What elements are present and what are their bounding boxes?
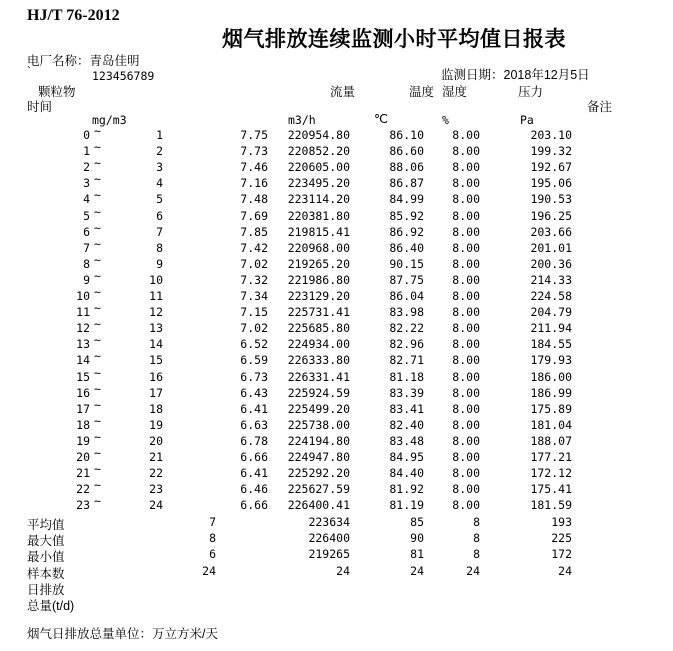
temp-value: 86.60	[389, 144, 424, 159]
humidity-value: 8.00	[452, 337, 480, 352]
time-end-value: 7	[156, 224, 163, 239]
pressure-value: 211.94	[530, 321, 572, 336]
summary-humidity-value: 24	[466, 563, 480, 578]
pollutant-value: 6.52	[240, 337, 268, 352]
time-start-value: 11	[76, 305, 90, 320]
temp-value: 83.48	[389, 433, 424, 448]
summary-temp-value: 24	[410, 563, 424, 578]
tilde-mark: ~	[94, 317, 101, 332]
monitor-date-line	[441, 65, 590, 83]
pressure-value: 224.58	[530, 289, 572, 303]
pressure-value: 196.25	[530, 208, 572, 223]
tilde-mark: ~	[94, 188, 101, 203]
time-end-value: 24	[149, 498, 163, 513]
humidity-value: 8.00	[452, 208, 480, 223]
time-start-value: 16	[76, 385, 90, 400]
pollutant-value: 7.69	[240, 208, 268, 223]
time-start-value: 6	[83, 224, 90, 239]
time-start-value: 2	[83, 160, 90, 175]
humidity-value: 8.00	[452, 128, 480, 142]
time-start-value: 22	[76, 482, 90, 497]
pollutant-value: 7.34	[240, 289, 268, 303]
time-start-value: 3	[83, 176, 90, 191]
flow-value: 220381.80	[287, 208, 350, 223]
humidity-value: 8.00	[452, 353, 480, 368]
humidity-value: 8.00	[452, 240, 480, 255]
temp-value: 86.04	[389, 289, 424, 303]
unit-humidity: %	[442, 113, 449, 127]
time-start-value: 5	[83, 208, 90, 223]
flow-value: 225731.41	[287, 305, 350, 320]
time-start-value: 20	[76, 450, 90, 464]
tilde-mark: ~	[94, 236, 101, 251]
temp-value: 90.15	[389, 256, 424, 271]
tilde-mark: ~	[94, 446, 101, 460]
flow-value: 225685.80	[287, 321, 350, 336]
summary-row-label: 日排放	[27, 582, 65, 597]
time-end-value: 22	[149, 466, 163, 481]
plant-name-line	[27, 51, 140, 69]
summary-pollutant-value: 6	[209, 547, 216, 562]
flow-value: 223114.20	[287, 192, 350, 207]
footer-note: 烟气日排放总量单位：万立方米/天	[27, 627, 218, 641]
tilde-mark: ~	[94, 301, 101, 316]
flow-value: 226400.41	[287, 498, 350, 513]
pollutant-value: 7.02	[240, 256, 268, 271]
summary-flow-value: 24	[336, 563, 350, 578]
pressure-value: 190.53	[530, 192, 572, 207]
temp-value: 86.92	[389, 224, 424, 239]
time-end-value: 4	[156, 176, 163, 191]
time-start-value: 4	[83, 192, 90, 207]
pressure-value: 203.66	[530, 224, 572, 239]
flow-value: 219815.41	[287, 224, 350, 239]
summary-temp-value: 81	[410, 547, 424, 562]
pressure-value: 175.89	[530, 401, 572, 416]
time-end-value: 1	[156, 128, 163, 142]
summary-row-label: 最小值	[27, 550, 65, 565]
plant-name-value: 青岛佳明	[89, 54, 140, 68]
humidity-value: 8.00	[452, 272, 480, 287]
temp-value: 84.95	[389, 450, 424, 464]
time-end-value: 9	[156, 256, 163, 271]
pressure-value: 192.67	[530, 160, 572, 175]
time-start-value: 21	[76, 466, 90, 481]
humidity-value: 8.00	[452, 192, 480, 207]
summary-pressure-value: 172	[551, 547, 572, 562]
humidity-value: 8.00	[452, 417, 480, 432]
time-end-value: 13	[149, 321, 163, 336]
time-end-value: 19	[149, 417, 163, 432]
column-header-pressure: 压力	[518, 85, 544, 99]
pressure-value: 201.01	[530, 240, 572, 255]
flow-value: 226333.80	[287, 353, 350, 368]
tilde-mark: ~	[94, 429, 101, 444]
humidity-value: 8.00	[452, 498, 480, 513]
temp-value: 85.92	[389, 208, 424, 223]
pressure-value: 203.10	[530, 128, 572, 142]
summary-row	[0, 515, 673, 531]
tilde-mark: ~	[94, 478, 101, 493]
time-start-value: 1	[83, 144, 90, 159]
summary-humidity-value: 8	[473, 515, 480, 529]
time-start-value: 12	[76, 321, 90, 336]
temp-value: 84.99	[389, 192, 424, 207]
pollutant-value: 6.46	[240, 482, 268, 497]
summary-pollutant-value: 7	[209, 515, 216, 529]
flow-value: 224934.00	[287, 337, 350, 352]
summary-temp-value: 90	[410, 531, 424, 546]
pollutant-value: 6.43	[240, 385, 268, 400]
flow-value: 225499.20	[287, 401, 350, 416]
humidity-value: 8.00	[452, 401, 480, 416]
temp-value: 81.18	[389, 369, 424, 384]
report-title: 烟气排放连续监测小时平均值日报表	[222, 28, 566, 51]
column-header-time: 时间	[27, 100, 53, 114]
summary-temp-value: 85	[410, 515, 424, 529]
tilde-mark: ~	[94, 252, 101, 267]
column-header-remark: 备注	[587, 100, 613, 114]
summary-pollutant-value: 8	[209, 531, 216, 546]
flow-value: 225738.00	[287, 417, 350, 432]
time-end-value: 21	[149, 450, 163, 464]
temp-value: 84.40	[389, 466, 424, 481]
pollutant-value: 6.78	[240, 433, 268, 448]
pressure-value: 188.07	[530, 433, 572, 448]
temp-value: 83.41	[389, 401, 424, 416]
temp-value: 87.75	[389, 272, 424, 287]
unit-temp: ℃	[374, 111, 389, 126]
summary-row	[0, 564, 673, 580]
time-end-value: 18	[149, 401, 163, 416]
humidity-value: 8.00	[452, 224, 480, 239]
flow-value: 225924.59	[287, 385, 350, 400]
pollutant-value: 6.41	[240, 401, 268, 416]
summary-row	[0, 596, 673, 612]
summary-row	[0, 531, 673, 547]
column-header-pollutant: 颗粒物	[38, 85, 76, 99]
temp-value: 86.40	[389, 240, 424, 255]
plant-name-label: 电厂名称：	[27, 54, 90, 68]
tilde-mark: ~	[94, 365, 101, 380]
flow-value: 225292.20	[287, 466, 350, 481]
tilde-mark: ~	[94, 333, 101, 348]
pollutant-value: 7.32	[240, 272, 268, 287]
tilde-mark: ~	[94, 397, 101, 412]
summary-flow-value: 226400	[308, 531, 350, 546]
humidity-value: 8.00	[452, 289, 480, 303]
time-start-value: 14	[76, 353, 90, 368]
humidity-value: 8.00	[452, 369, 480, 384]
time-end-value: 5	[156, 192, 163, 207]
unit-pressure: Pa	[520, 113, 534, 127]
humidity-value: 8.00	[452, 385, 480, 400]
summary-row-label: 平均值	[27, 518, 65, 532]
humidity-value: 8.00	[452, 482, 480, 497]
pollutant-value: 7.46	[240, 160, 268, 175]
summary-row	[0, 580, 673, 596]
time-end-value: 6	[156, 208, 163, 223]
pressure-value: 184.55	[530, 337, 572, 352]
time-end-value: 23	[149, 482, 163, 497]
flow-value: 220605.00	[287, 160, 350, 175]
summary-pressure-value: 225	[551, 531, 572, 546]
table-row	[0, 494, 673, 514]
stray-mark: `	[27, 64, 31, 78]
time-start-value: 8	[83, 256, 90, 271]
tilde-mark: ~	[94, 140, 101, 155]
temp-value: 83.39	[389, 385, 424, 400]
time-start-value: 17	[76, 401, 90, 416]
tilde-mark: ~	[94, 285, 101, 299]
humidity-value: 8.00	[452, 433, 480, 448]
pressure-value: 181.59	[530, 498, 572, 513]
pressure-value: 200.36	[530, 256, 572, 271]
flow-value: 225627.59	[287, 482, 350, 497]
time-end-value: 8	[156, 240, 163, 255]
summary-pollutant-value: 24	[202, 563, 216, 578]
tilde-mark: ~	[94, 349, 101, 364]
pressure-value: 214.33	[530, 272, 572, 287]
standard-code: HJ/T 76-2012	[27, 7, 120, 24]
pollutant-value: 7.75	[240, 128, 268, 142]
humidity-value: 8.00	[452, 160, 480, 175]
pollutant-value: 6.66	[240, 450, 268, 464]
temp-value: 83.98	[389, 305, 424, 320]
time-start-value: 10	[76, 289, 90, 303]
column-header-temp: 温度	[409, 85, 435, 99]
plant-id: 123456789	[92, 69, 155, 83]
pollutant-value: 7.48	[240, 192, 268, 207]
pollutant-value: 7.73	[240, 144, 268, 159]
pollutant-value: 6.66	[240, 498, 268, 513]
column-header-flow: 流量	[330, 85, 356, 99]
flow-value: 220852.20	[287, 144, 350, 159]
pollutant-value: 6.63	[240, 417, 268, 432]
summary-row-label: 最大值	[27, 534, 65, 549]
time-start-value: 15	[76, 369, 90, 384]
summary-row	[0, 547, 673, 563]
flow-value: 221986.80	[287, 272, 350, 287]
time-end-value: 12	[149, 305, 163, 320]
summary-pressure-value: 193	[551, 515, 572, 529]
time-start-value: 19	[76, 433, 90, 448]
humidity-value: 8.00	[452, 256, 480, 271]
time-end-value: 15	[149, 353, 163, 368]
pressure-value: 172.12	[530, 466, 572, 481]
pollutant-value: 6.73	[240, 369, 268, 384]
time-start-value: 7	[83, 240, 90, 255]
column-header-humidity: 湿度	[442, 85, 468, 99]
time-end-value: 10	[149, 272, 163, 287]
pollutant-value: 7.02	[240, 321, 268, 336]
flow-value: 223495.20	[287, 176, 350, 191]
humidity-value: 8.00	[452, 144, 480, 159]
temp-value: 82.40	[389, 417, 424, 432]
tilde-mark: ~	[94, 124, 101, 138]
temp-value: 81.92	[389, 482, 424, 497]
tilde-mark: ~	[94, 156, 101, 171]
summary-row-label: 总量(t/d)	[27, 599, 75, 613]
temp-value: 86.10	[389, 128, 424, 142]
pollutant-value: 7.85	[240, 224, 268, 239]
time-end-value: 20	[149, 433, 163, 448]
monitor-date-value: 2018年12月5日	[503, 68, 590, 82]
flow-value: 224194.80	[287, 433, 350, 448]
pressure-value: 179.93	[530, 353, 572, 368]
temp-value: 82.96	[389, 337, 424, 352]
time-start-value: 13	[76, 337, 90, 352]
temp-value: 86.87	[389, 176, 424, 191]
time-end-value: 16	[149, 369, 163, 384]
pressure-value: 204.79	[530, 305, 572, 320]
tilde-mark: ~	[94, 462, 101, 477]
time-end-value: 3	[156, 160, 163, 175]
summary-pressure-value: 24	[558, 563, 572, 578]
pressure-value: 175.41	[530, 482, 572, 497]
pressure-value: 195.06	[530, 176, 572, 191]
tilde-mark: ~	[94, 413, 101, 428]
temp-value: 82.71	[389, 353, 424, 368]
tilde-mark: ~	[94, 204, 101, 219]
temp-value: 88.06	[389, 160, 424, 175]
humidity-value: 8.00	[452, 305, 480, 320]
summary-humidity-value: 8	[473, 531, 480, 546]
time-end-value: 14	[149, 337, 163, 352]
pollutant-value: 6.41	[240, 466, 268, 481]
time-start-value: 18	[76, 417, 90, 432]
time-start-value: 0	[83, 128, 90, 142]
summary-humidity-value: 8	[473, 547, 480, 562]
tilde-mark: ~	[94, 220, 101, 235]
flow-value: 224947.80	[287, 450, 350, 464]
flow-value: 220968.00	[287, 240, 350, 255]
unit-pollutant: mg/m3	[92, 113, 127, 127]
pressure-value: 181.04	[530, 417, 572, 432]
tilde-mark: ~	[94, 268, 101, 283]
pollutant-value: 7.42	[240, 240, 268, 255]
pollutant-value: 7.16	[240, 176, 268, 191]
flow-value: 219265.20	[287, 256, 350, 271]
flow-value: 226331.41	[287, 369, 350, 384]
flow-value: 223129.20	[287, 289, 350, 303]
temp-value: 81.19	[389, 498, 424, 513]
summary-flow-value: 219265	[308, 547, 350, 562]
pressure-value: 186.99	[530, 385, 572, 400]
pressure-value: 199.32	[530, 144, 572, 159]
unit-flow: m3/h	[288, 113, 316, 127]
humidity-value: 8.00	[452, 466, 480, 481]
time-start-value: 9	[83, 272, 90, 287]
summary-flow-value: 223634	[308, 515, 350, 529]
pollutant-value: 6.59	[240, 353, 268, 368]
monitor-date-label: 监测日期：	[441, 68, 504, 82]
flow-value: 220954.80	[287, 128, 350, 142]
time-end-value: 2	[156, 144, 163, 159]
tilde-mark: ~	[94, 494, 101, 509]
time-end-value: 11	[149, 289, 163, 303]
humidity-value: 8.00	[452, 450, 480, 464]
summary-row-label: 样本数	[27, 566, 65, 581]
pressure-value: 186.00	[530, 369, 572, 384]
tilde-mark: ~	[94, 172, 101, 187]
pollutant-value: 7.15	[240, 305, 268, 320]
humidity-value: 8.00	[452, 321, 480, 336]
humidity-value: 8.00	[452, 176, 480, 191]
temp-value: 82.22	[389, 321, 424, 336]
time-end-value: 17	[149, 385, 163, 400]
time-start-value: 23	[76, 498, 90, 513]
pressure-value: 177.21	[530, 450, 572, 464]
tilde-mark: ~	[94, 381, 101, 396]
